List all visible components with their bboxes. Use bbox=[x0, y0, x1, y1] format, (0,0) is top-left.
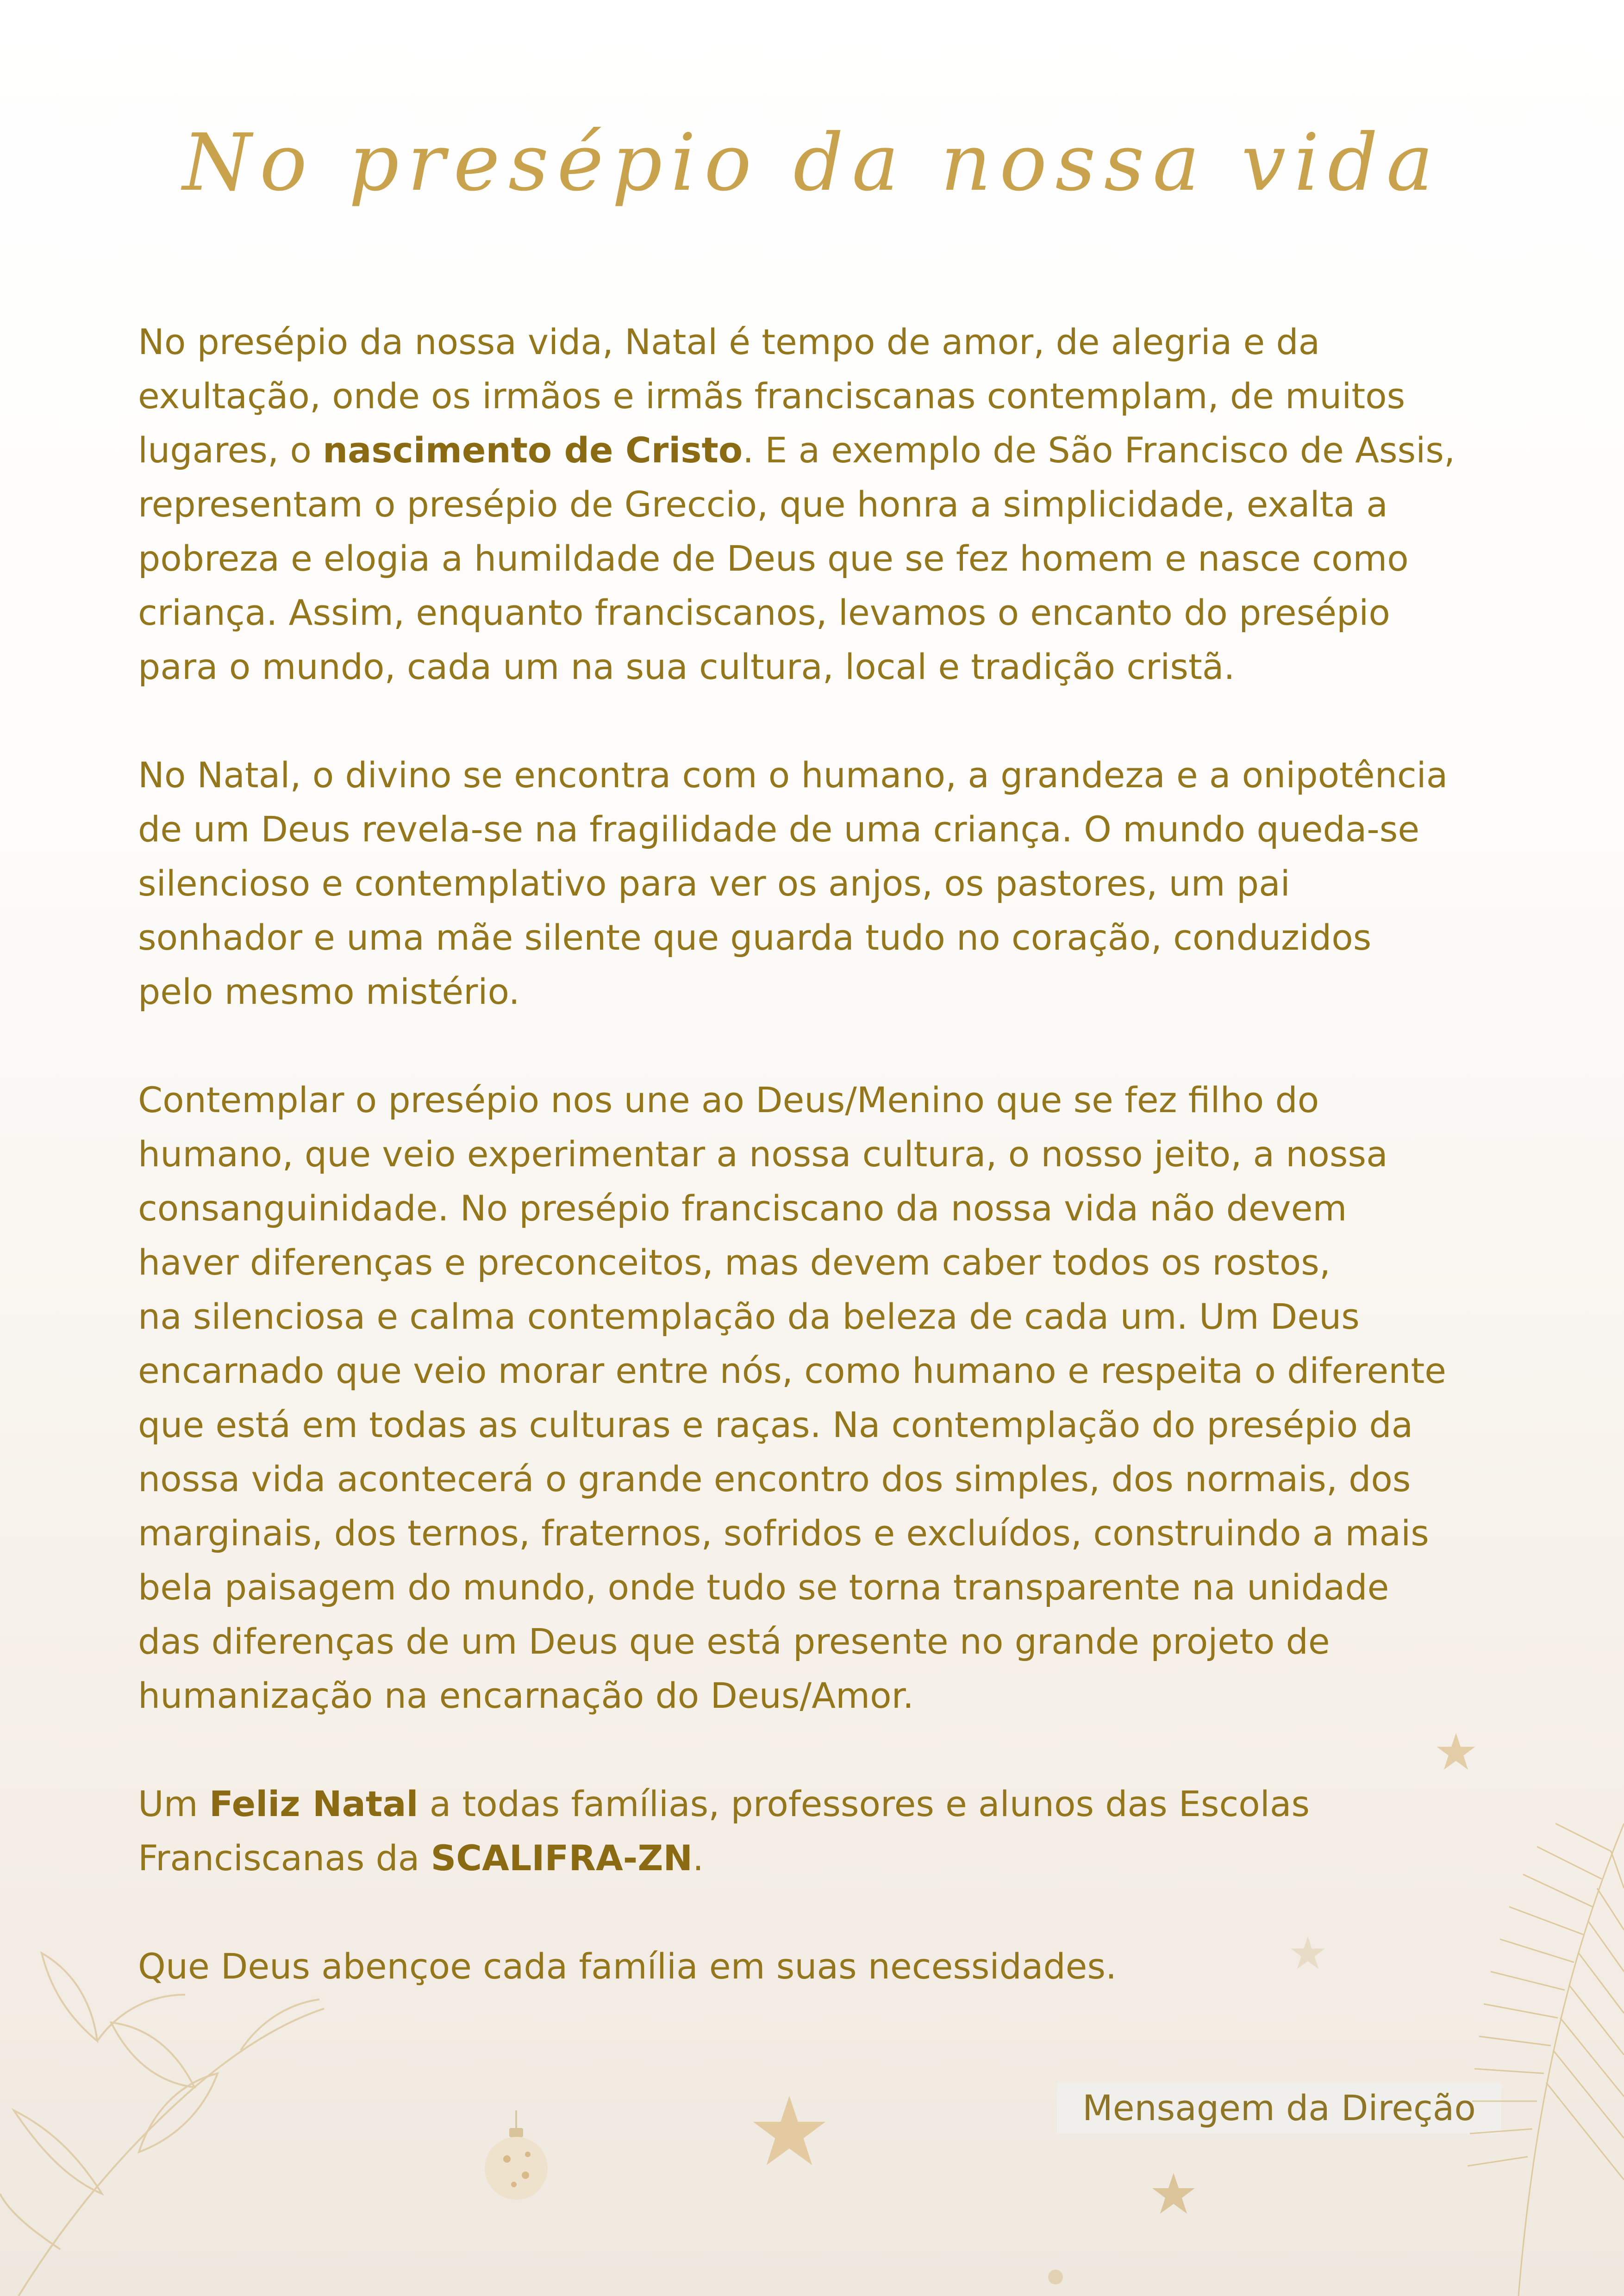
paragraph bbox=[138, 1073, 1508, 1723]
bold-text: SCALIFRA-ZN bbox=[431, 1837, 693, 1879]
paragraph bbox=[138, 1777, 1508, 1885]
paragraph bbox=[138, 1939, 1508, 1993]
text-segment: . E a exemplo de São Francisco de Assis, representam o presépio de Greccio, que honra a simplicidade, exalta a pobreza e elogia a humildade de Deus que se fez homem e nasce como criança. Assim, enquanto franciscanos, levamos o encanto do presépio para o mundo, cada um na sua cultura, local e tradição cristã. bbox=[138, 429, 1455, 687]
text-segment: Contemplar o presépio nos une ao Deus/Menino que se fez filho do humano, que veio experimentar a nossa cultura, o nosso jeito, a nossa consanguinidade. No presépio franciscano da nossa vida não devem haver diferenças e preconceitos, mas devem caber todos os rostos, na silenciosa e calma contemplação da beleza de cada um. Um Deus encarnado que veio morar entre nós, como humano e respeita o diferente que está em todas as culturas e raças. Na contemplação do presépio da nossa vida acontecerá o grande encontro dos simples, dos normais, dos marginais, dos ternos, fraternos, sofridos e excluídos, construindo a mais bela paisagem do mundo, onde tudo se torna transparente na unidade das diferenças de um Deus que está presente no grande projeto de humanização na encarnação do Deus/Amor. bbox=[138, 1079, 1447, 1716]
paragraph bbox=[138, 315, 1508, 694]
bold-text: nascimento de Cristo bbox=[323, 429, 743, 471]
bold-text: Feliz Natal bbox=[209, 1783, 418, 1824]
letter-body bbox=[138, 315, 1508, 2047]
signature-label: Mensagem da Direção bbox=[1057, 2083, 1501, 2134]
text-segment: . bbox=[693, 1837, 704, 1879]
star-icon bbox=[1150, 2171, 1197, 2217]
star-icon bbox=[750, 2092, 829, 2171]
text-segment: a todas famílias, professores e alunos das Escolas Franciscanas da bbox=[138, 1783, 1310, 1879]
text-segment: No presépio da nossa vida, Natal é tempo de amor, de alegria e da exultação, onde os irmãos e irmãs franciscanas contemplam, de muitos lugares, o bbox=[138, 321, 1405, 471]
ornament-ball-icon bbox=[481, 2110, 551, 2208]
sparkle-icon bbox=[1046, 2268, 1065, 2286]
text-segment: No Natal, o divino se encontra com o humano, a grandeza e a onipotência de um Deus revela-se na fragilidade de uma criança. O mundo queda-se silencioso e contemplativo para ver os anjos, os pastores, um pai sonhador e uma mãe silente que guarda tudo no coração, conduzidos pelo mesmo mistério. bbox=[138, 754, 1448, 1012]
text-segment: Um bbox=[138, 1783, 209, 1824]
page-title: No presépio da nossa vida bbox=[182, 117, 1442, 209]
paragraph bbox=[138, 748, 1508, 1019]
text-segment: Que Deus abençoe cada família em suas necessidades. bbox=[138, 1946, 1117, 1987]
